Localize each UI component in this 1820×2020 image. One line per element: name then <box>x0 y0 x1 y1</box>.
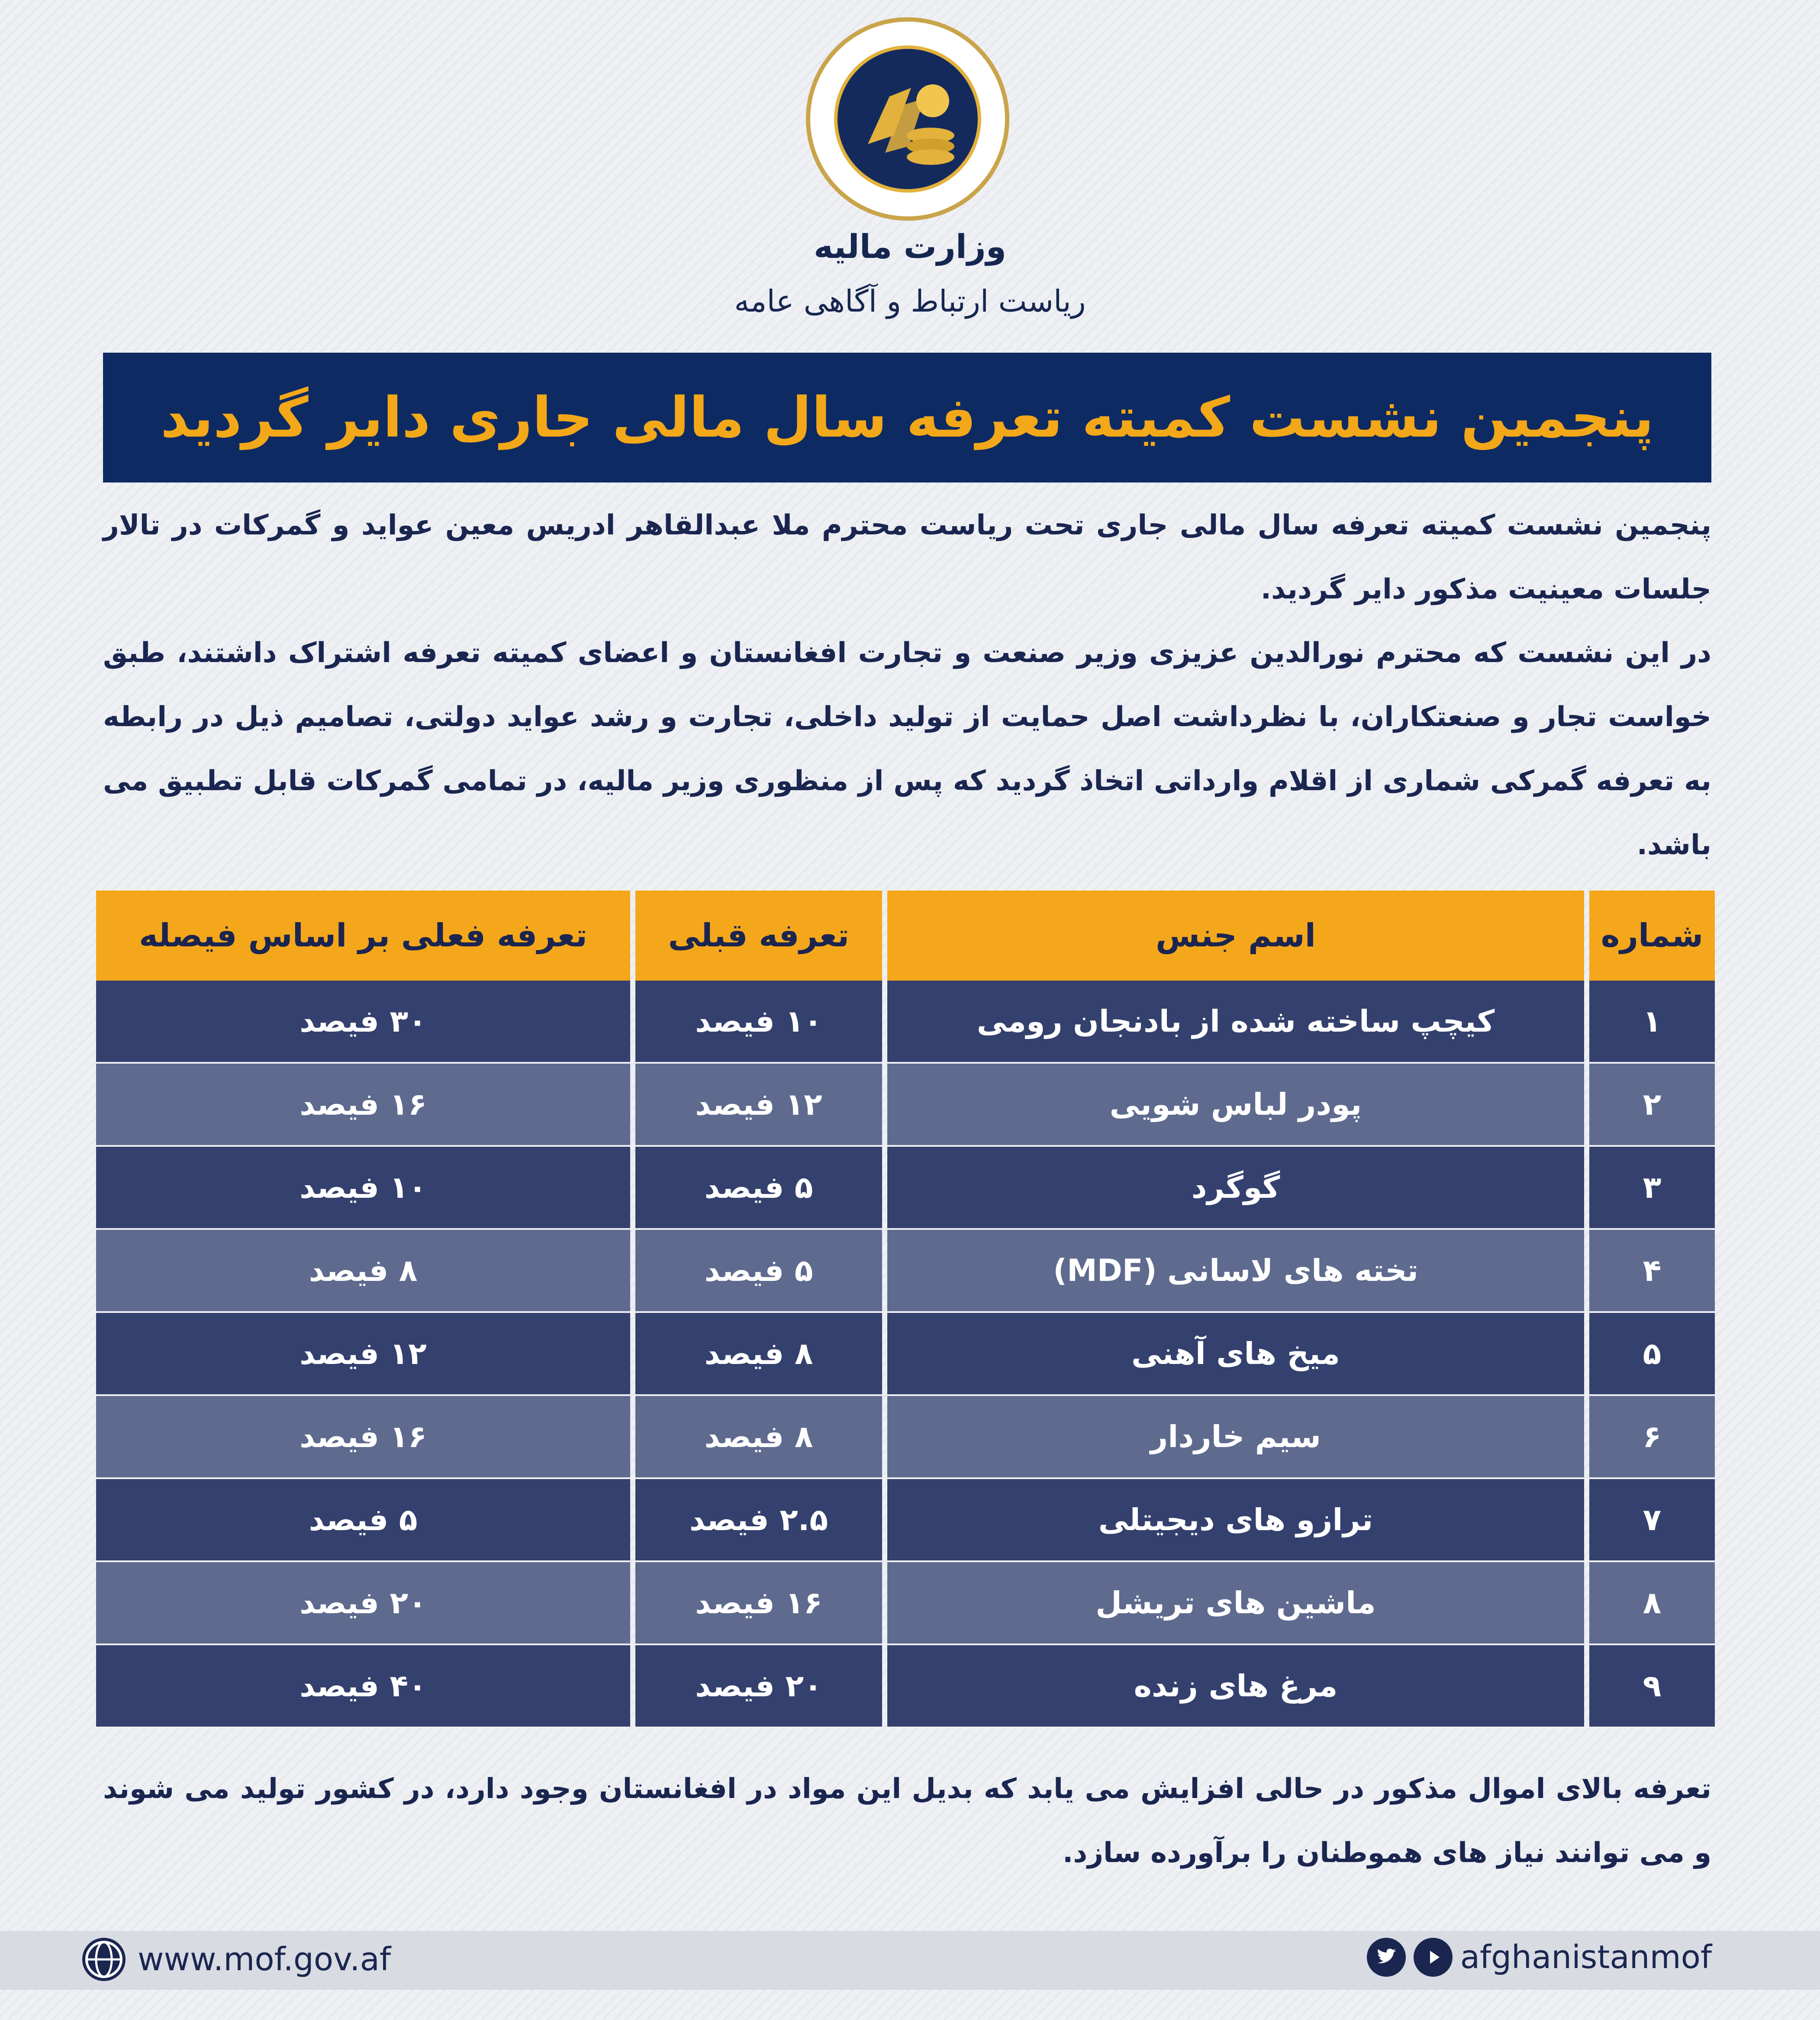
row-current: ۱۶ فیصد <box>96 1396 630 1479</box>
row-previous: ۲۰ فیصد <box>635 1645 882 1728</box>
row-item: کیچپ ساخته شده از بادنجان رومی <box>887 981 1584 1064</box>
header-item: اسم جنس <box>887 891 1584 981</box>
logo-emblem <box>834 45 981 193</box>
header-current: تعرفه فعلی بر اساس فیصله <box>96 891 630 981</box>
row-number: ۷ <box>1589 1479 1715 1562</box>
row-current: ۴۰ فیصد <box>96 1645 630 1728</box>
table-row <box>96 981 1715 1064</box>
row-previous: ۲.۵ فیصد <box>635 1479 882 1562</box>
row-number: ۳ <box>1589 1147 1715 1230</box>
row-number: ۸ <box>1589 1562 1715 1645</box>
coins-emblem-icon <box>838 49 978 189</box>
row-previous: ۸ فیصد <box>635 1396 882 1479</box>
table-row <box>96 1562 1715 1645</box>
table-row <box>96 1230 1715 1313</box>
closing-paragraph: تعرفه بالای اموال مذکور در حالی افزایش می یابد که بدیل این مواد در افغانستان وجود دارد، در کشور تولید می شوند و می توانند نیاز های هموطنان را برآورده سازد. <box>103 1773 1711 1869</box>
row-number: ۹ <box>1589 1645 1715 1728</box>
row-previous: ۱۰ فیصد <box>635 981 882 1064</box>
row-item: ماشین های تریشل <box>887 1562 1584 1645</box>
intro-paragraph: پنجمین نشست کمیته تعرفه سال مالی جاری تحت ریاست محترم ملا عبدالقاهر ادریس معین عواید و گمرکات در تالار جلسات معینیت مذکور دایر گردید. <box>103 509 1711 605</box>
row-current: ۱۶ فیصد <box>96 1064 630 1147</box>
header-number: شماره <box>1589 891 1715 981</box>
table-header-row <box>96 891 1715 981</box>
website-url: www.mof.gov.af <box>138 1941 391 1978</box>
youtube-icon[interactable] <box>1414 1938 1453 1977</box>
row-current: ۱۰ فیصد <box>96 1147 630 1230</box>
row-number: ۴ <box>1589 1230 1715 1313</box>
row-item: سیم خاردار <box>887 1396 1584 1479</box>
table-row <box>96 1064 1715 1147</box>
row-previous: ۱۶ فیصد <box>635 1562 882 1645</box>
row-current: ۲۰ فیصد <box>96 1562 630 1645</box>
table-row <box>96 1147 1715 1230</box>
row-item: پودر لباس شویی <box>887 1064 1584 1147</box>
page-title: پنجمین نشست کمیته تعرفه سال مالی جاری دایر گردید <box>160 385 1654 450</box>
row-current: ۵ فیصد <box>96 1479 630 1562</box>
table-row <box>96 1479 1715 1562</box>
social-links[interactable] <box>1367 1938 1712 1977</box>
department-name: وزارت مالیه <box>814 227 1006 266</box>
row-number: ۵ <box>1589 1313 1715 1396</box>
table-row <box>96 1645 1715 1728</box>
row-item: مرغ های زنده <box>887 1645 1584 1728</box>
tariff-table <box>91 891 1720 1728</box>
row-item: ترازو های دیجیتلی <box>887 1479 1584 1562</box>
details-paragraph: در این نشست که محترم نورالدین عزیزی وزیر صنعت و تجارت افغانستان و اعضای کمیته تعرفه اشتراک داشتند، طبق خواست تجار و صنعتکاران، با نظرداشت اصل حمایت از تولید داخلی، تجارت و رشد عواید دولتی، تصامیم ذیل در رابطه به تعرفه گمرکی شماری از اقلام وارداتی اتخاذ گردید که پس از منظوری وزیر مالیه، در تمامی گمرکات قابل تطبیق می باشد. <box>103 637 1711 861</box>
row-previous: ۱۲ فیصد <box>635 1064 882 1147</box>
row-previous: ۵ فیصد <box>635 1147 882 1230</box>
row-previous: ۸ فیصد <box>635 1313 882 1396</box>
website-link[interactable] <box>82 1938 391 1981</box>
ministry-logo <box>806 17 1009 221</box>
table-row <box>96 1313 1715 1396</box>
row-number: ۲ <box>1589 1064 1715 1147</box>
row-current: ۸ فیصد <box>96 1230 630 1313</box>
title-banner <box>103 353 1711 482</box>
table-row <box>96 1396 1715 1479</box>
row-item: تخته های لاسانی (MDF) <box>887 1230 1584 1313</box>
row-current: ۱۲ فیصد <box>96 1313 630 1396</box>
row-current: ۳۰ فیصد <box>96 981 630 1064</box>
row-number: ۱ <box>1589 981 1715 1064</box>
social-handle: afghanistanmof <box>1460 1939 1712 1976</box>
row-item: میخ های آهنی <box>887 1313 1584 1396</box>
twitter-icon[interactable] <box>1367 1938 1406 1977</box>
row-previous: ۵ فیصد <box>635 1230 882 1313</box>
row-number: ۶ <box>1589 1396 1715 1479</box>
subdepartment-name: ریاست ارتباط و آگاهی عامه <box>734 283 1086 319</box>
header-previous: تعرفه قبلی <box>635 891 882 981</box>
row-item: گوگرد <box>887 1147 1584 1230</box>
globe-icon <box>82 1938 126 1981</box>
